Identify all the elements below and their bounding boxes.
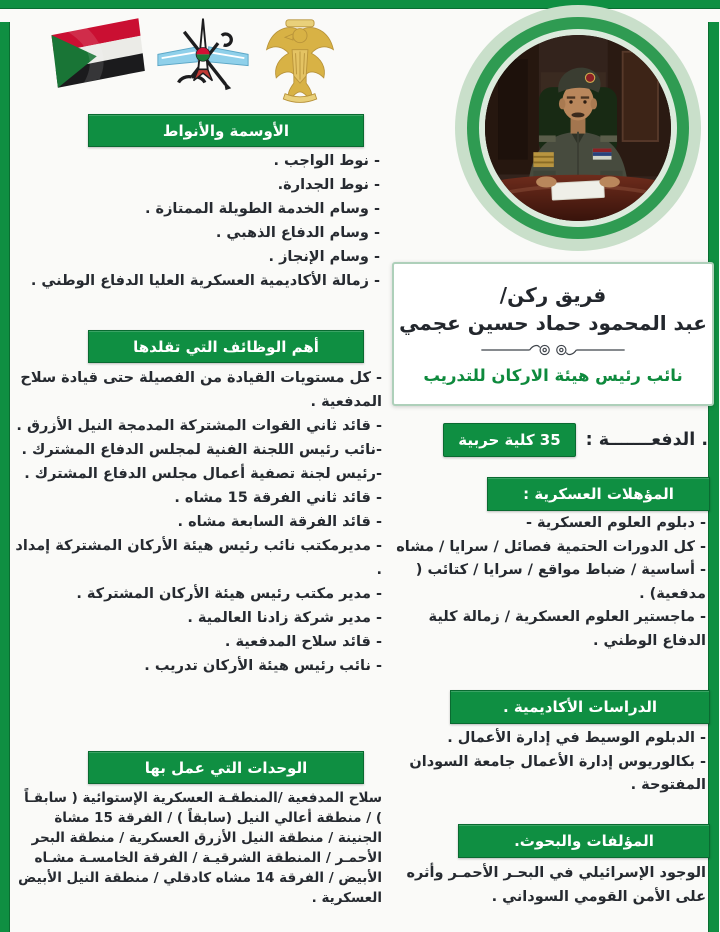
list-item: - مدير مكتب رئيس هيئة الأركان المشتركة .	[76, 586, 382, 602]
section-header-medals: الأوسمة والأنواط	[88, 114, 364, 147]
sudan-coat-of-arms-icon	[260, 18, 340, 106]
sudan-flag-icon	[44, 12, 150, 104]
section-header-military-qualifications: المؤهلات العسكرية :	[487, 477, 710, 511]
frame-top-border	[0, 0, 720, 9]
ornament-divider-icon	[478, 340, 628, 360]
units-paragraph: سلاح المدفعية /المنطقـة العسكرية الإستوائية ( سابقـاً ) / منطقة أعالي النيل (سابقاً ) / الفرقة 15 مشاة الجنينة / منطقة النيل الأزرق العسكرية / منطقة البحر الأحمـر / المنطقة الشرقيـة / الفرقة الخامسـة مشـاه الأبيض / الفرقة 14 مشاه كادقلي / منطقة النيل الأبيض العسكرية .	[18, 790, 382, 906]
list-item: - أساسية / ضباط مواقع / سرايا / كتائب ( مدفعية) .	[415, 562, 706, 602]
list-item: - مديرمكتب نائب رئيس هيئة الأركان المشتركة إمداد .	[15, 538, 382, 578]
publications-paragraph: الوجود الإسرائيلي في البحـر الأحمـر وأثره على الأمن القومي السوداني .	[406, 865, 706, 905]
list-item: - كل مستويات القيادة من الفصيلة حتى قيادة سلاح المدفعية .	[20, 370, 382, 410]
list-item: - قائد ثاني القوات المشتركة المدمجة النيل الأزرق .	[16, 418, 382, 434]
list-item: - وسام الإنجاز .	[268, 249, 380, 265]
list-item: - قائد ثاني الفرقة 15 مشاه .	[174, 490, 382, 506]
frame-left-border	[0, 22, 10, 932]
list-item: - مدير شركة زادنا العالمية .	[187, 610, 382, 626]
list-item: - نوط الجدارة.	[277, 177, 380, 193]
portrait-ring	[467, 17, 689, 239]
list-item: - زمالة الأكاديمية العسكرية العليا الدفاع الوطني .	[30, 273, 380, 289]
list-item: -نائب رئيس اللجنة الفنية لمجلس الدفاع المشترك .	[21, 442, 382, 458]
list-item: - قائد سلاح المدفعية .	[224, 634, 382, 650]
armed-forces-emblem-icon	[156, 14, 250, 106]
list-item: -رئيس لجنة تصفية أعمال مجلس الدفاع المشترك .	[24, 466, 382, 482]
section-header-positions: أهم الوظائف التي تقلدها	[88, 330, 364, 363]
name-card	[392, 262, 714, 406]
list-item: - وسام الدفاع الذهبي .	[215, 225, 380, 241]
list-item: - بكالوريوس إدارة الأعمال جامعة السودان المفتوحة .	[409, 753, 706, 793]
officer-portrait	[485, 35, 671, 221]
military-qualifications-list	[394, 512, 706, 653]
batch-row	[396, 420, 708, 460]
section-header-units: الوحدات التي عمل بها	[88, 751, 364, 784]
batch-label: . الدفعـــــــة :	[585, 430, 708, 450]
positions-list	[12, 366, 382, 678]
list-item: - نوط الواجب .	[273, 153, 380, 169]
medals-list	[14, 149, 380, 293]
list-item: - وسام الخدمة الطويلة الممتازة .	[144, 201, 380, 217]
officer-rank: فريق ركن/	[499, 282, 607, 307]
list-item: - دبلوم العلوم العسكرية -	[525, 515, 706, 531]
list-item: - ماجستير العلوم العسكرية / زمالة كلية الدفاع الوطني .	[428, 609, 706, 649]
portrait-photo	[455, 5, 701, 251]
list-item: - كل الدورات الحتمية فصائل / سرايا / مشاه	[396, 538, 706, 555]
list-item: - قائد الفرقة السابعة مشاه .	[177, 514, 382, 530]
list-item: - الدبلوم الوسيط في إدارة الأعمال .	[447, 730, 706, 746]
section-header-publications: المؤلفات والبحوث.	[458, 824, 710, 858]
academic-studies-list	[394, 727, 706, 798]
officer-title: نائب رئيس هيئة الاركان للتدريب	[423, 365, 683, 385]
batch-value-badge: 35 كلية حربية	[443, 423, 575, 457]
officer-name: عبد المحمود حماد حسين عجمي	[399, 310, 707, 335]
section-header-academic-studies: الدراسات الأكاديمية .	[450, 690, 710, 724]
list-item: - نائب رئيس هيئة الأركان تدريب .	[144, 658, 382, 674]
